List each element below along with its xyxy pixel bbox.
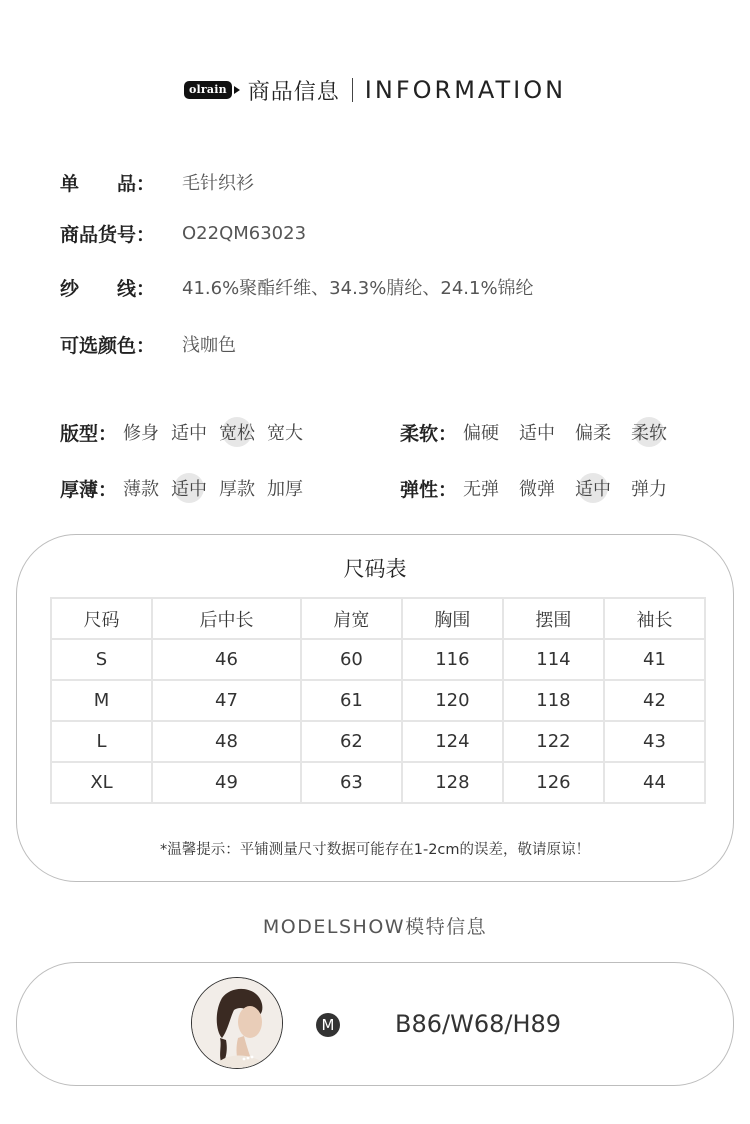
- table-cell: 124: [402, 721, 503, 762]
- table-row: [51, 721, 705, 762]
- model-measurements: B86/W68/H89: [395, 1010, 562, 1038]
- section-header: [0, 72, 750, 108]
- attr-label: 厚薄：: [60, 478, 118, 501]
- attr-option: 宽大: [267, 423, 304, 444]
- model-portrait-image: [192, 978, 283, 1069]
- table-cell: 48: [152, 721, 301, 762]
- attr-option: 微弹: [519, 479, 556, 500]
- table-cell: 62: [301, 721, 402, 762]
- table-cell: 41: [604, 639, 705, 680]
- table-header-cell: 后中长: [152, 598, 301, 639]
- table-cell: M: [51, 680, 152, 721]
- table-cell: 60: [301, 639, 402, 680]
- table-cell: 63: [301, 762, 402, 803]
- table-cell: 126: [503, 762, 604, 803]
- attr-option: 厚款: [219, 479, 256, 500]
- info-value: O22QM63023: [182, 222, 307, 244]
- info-row-sku: [60, 218, 306, 248]
- attr-option: 偏柔: [575, 423, 612, 444]
- attr-option: 弹力: [631, 479, 668, 500]
- table-cell: 46: [152, 639, 301, 680]
- attr-option-selected: 柔软: [631, 419, 667, 445]
- info-label: 商品货号：: [60, 223, 156, 246]
- attr-label: 柔软：: [400, 422, 458, 445]
- table-header-cell: 摆围: [503, 598, 604, 639]
- table-header-cell: 袖长: [604, 598, 705, 639]
- info-value: 41.6%聚酯纤维、34.3%腈纶、24.1%锦纶: [182, 278, 534, 299]
- attr-option: 适中: [519, 423, 556, 444]
- table-cell: 128: [402, 762, 503, 803]
- info-label: 单 品：: [60, 172, 156, 195]
- attr-option: 适中: [171, 423, 208, 444]
- table-header-cell: 尺码: [51, 598, 152, 639]
- attr-option: 加厚: [267, 479, 304, 500]
- table-cell: XL: [51, 762, 152, 803]
- table-cell: 61: [301, 680, 402, 721]
- table-cell: 44: [604, 762, 705, 803]
- table-row: [51, 762, 705, 803]
- table-cell: 42: [604, 680, 705, 721]
- brand-logo-text: olrain: [184, 81, 232, 99]
- table-cell: 47: [152, 680, 301, 721]
- table-row: [51, 680, 705, 721]
- size-table: [50, 597, 706, 804]
- attr-softness: [400, 417, 679, 447]
- attr-option: 修身: [123, 423, 160, 444]
- size-chart-title: 尺码表: [343, 557, 407, 581]
- table-header-row: [51, 598, 705, 639]
- table-cell: 43: [604, 721, 705, 762]
- attr-label: 版型：: [60, 422, 118, 445]
- header-title-en: INFORMATION: [364, 76, 567, 104]
- attr-option-selected: 适中: [171, 475, 207, 501]
- attr-label: 弹性：: [400, 478, 458, 501]
- info-label: 可选颜色：: [60, 334, 156, 357]
- info-value: 浅咖色: [182, 335, 236, 356]
- table-header-cell: 胸围: [402, 598, 503, 639]
- attr-option: 无弹: [463, 479, 500, 500]
- table-cell: L: [51, 721, 152, 762]
- table-cell: 118: [503, 680, 604, 721]
- table-row: [51, 639, 705, 680]
- info-row-yarn: [60, 272, 534, 302]
- header-title-cn: 商品信息: [247, 79, 340, 105]
- measurement-note: *温馨提示：平铺测量尺寸数据可能存在1-2cm的误差，敬请原谅！: [159, 842, 591, 858]
- attr-option: 偏硬: [463, 423, 500, 444]
- info-value: 毛针织衫: [182, 173, 254, 194]
- model-card: [16, 962, 734, 1086]
- table-cell: 122: [503, 721, 604, 762]
- model-avatar: [191, 977, 283, 1069]
- brand-logo: [184, 81, 240, 99]
- attr-fit: [60, 417, 315, 447]
- model-size-badge: M: [316, 1013, 340, 1037]
- info-label: 纱 线：: [60, 277, 156, 300]
- attr-option: 薄款: [123, 479, 160, 500]
- attr-thickness: [60, 473, 315, 503]
- attr-option-selected: 宽松: [219, 419, 255, 445]
- table-cell: 114: [503, 639, 604, 680]
- info-row-color: [60, 329, 236, 359]
- attr-elasticity: [400, 473, 679, 503]
- table-cell: 120: [402, 680, 503, 721]
- model-section-title: MODELSHOW模特信息: [262, 916, 488, 938]
- header-divider: [352, 78, 353, 102]
- table-header-cell: 肩宽: [301, 598, 402, 639]
- table-cell: 116: [402, 639, 503, 680]
- table-cell: 49: [152, 762, 301, 803]
- info-row-item: [60, 167, 254, 197]
- table-cell: S: [51, 639, 152, 680]
- play-arrow-icon: [234, 86, 240, 94]
- attr-option-selected: 适中: [575, 475, 611, 501]
